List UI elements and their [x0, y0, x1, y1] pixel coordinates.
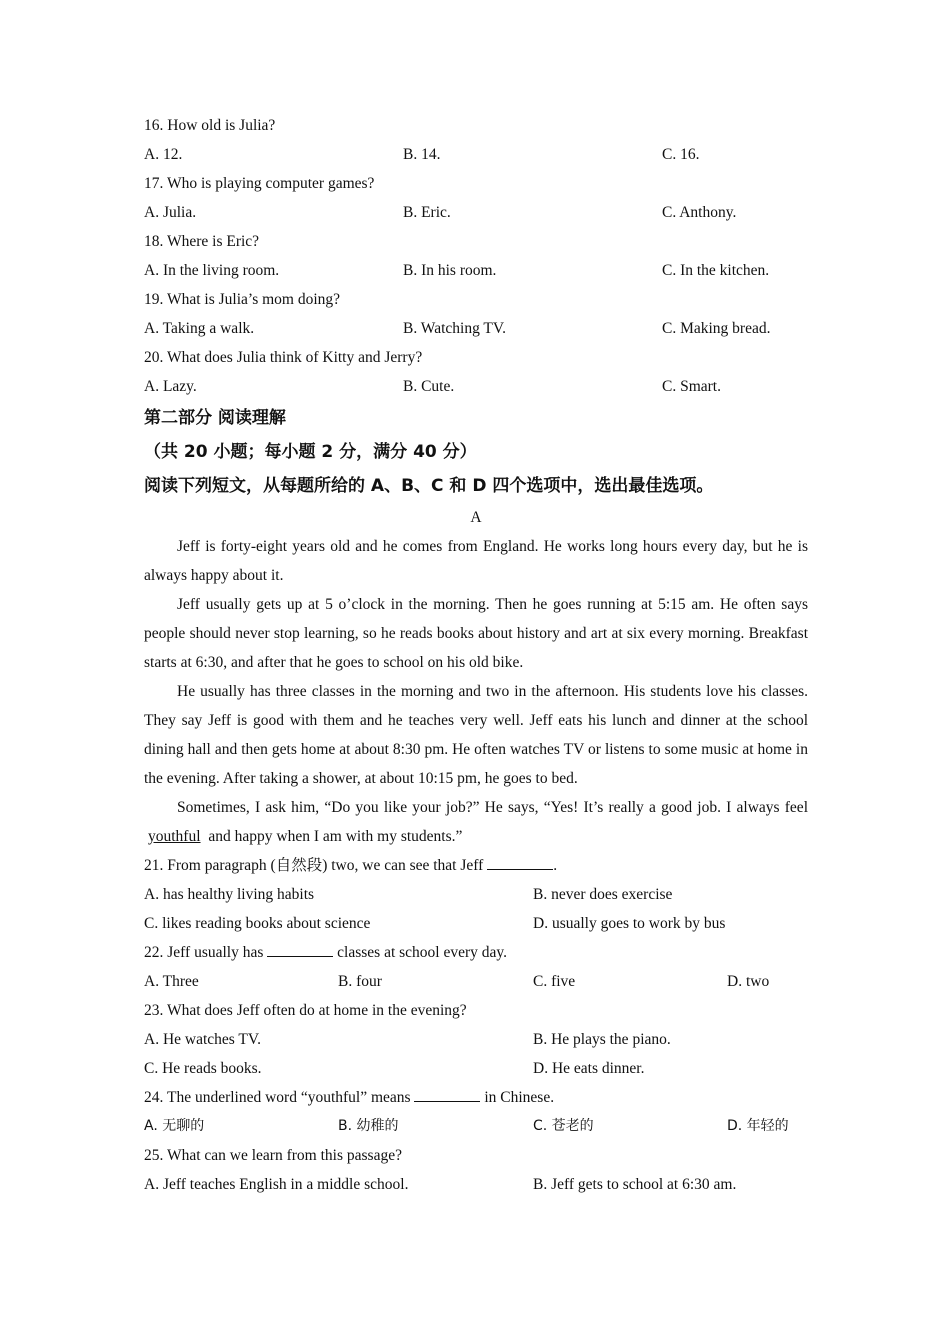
option-a: A. Three: [144, 973, 199, 990]
option-c: C. Anthony.: [662, 204, 737, 221]
exam-page: [144, 111, 808, 1199]
paragraph-text: and happy when I am with my students.”: [208, 828, 463, 845]
option-c: C. In the kitchen.: [662, 262, 770, 279]
question-text: [144, 1083, 808, 1112]
option-b: B. 14.: [403, 146, 441, 163]
option-b: B. four: [338, 973, 382, 990]
option-d: D. usually goes to work by bus: [533, 915, 726, 932]
options-row: [144, 198, 808, 227]
passage-label: A: [470, 509, 482, 526]
question-stem-end: classes at school every day.: [337, 944, 508, 961]
option-b: B. Jeff gets to school at 6:30 am.: [533, 1176, 737, 1193]
options-row: [144, 1170, 808, 1199]
answer-blank: [414, 1087, 480, 1102]
passage-paragraph-2: Jeff usually gets up at 5 o’clock in the morning. Then he goes running at 5:15 am. He often says people should never stop learning, so he reads books about history and art at six every morning. Breakfast starts at 6:30, and after that he goes to school on his old bike.: [144, 596, 808, 671]
options-row: [144, 314, 808, 343]
passage-paragraph-1: Jeff is forty-eight years old and he comes from England. He works long hours every day, but he is always happy about it.: [144, 538, 808, 584]
question-24: [144, 1083, 808, 1141]
question-16: [144, 111, 808, 169]
question-text: 20. What does Julia think of Kitty and Jerry?: [144, 349, 423, 366]
section-title: 第二部分 阅读理解: [144, 408, 286, 428]
question-text: 16. How old is Julia?: [144, 117, 276, 134]
section-instruction: 阅读下列短文，从每题所给的 A、B、C 和 D 四个选项中，选出最佳选项。: [144, 476, 714, 496]
option-b: B. Cute.: [403, 378, 455, 395]
option-a: A. Jeff teaches English in a middle school.: [144, 1176, 409, 1193]
question-23: [144, 996, 808, 1083]
question-17: [144, 169, 808, 227]
option-b: B. 幼稚的: [338, 1118, 399, 1134]
option-b: B. He plays the piano.: [533, 1031, 671, 1048]
option-a: A. 12.: [144, 146, 183, 163]
option-d: D. 年轻的: [727, 1118, 789, 1134]
option-a: A. 无聊的: [144, 1118, 205, 1134]
option-c: C. Smart.: [662, 378, 721, 395]
question-text: [144, 851, 808, 880]
options-row: [144, 909, 808, 938]
option-d: D. two: [727, 973, 770, 990]
question-stem-end: in Chinese.: [484, 1089, 555, 1106]
question-stem-end: .: [553, 857, 558, 874]
option-a: A. Lazy.: [144, 378, 197, 395]
paragraph-text: Sometimes, I ask him, “Do you like your job?” He says, “Yes! It’s really a good job. I always feel: [177, 799, 808, 816]
question-text: 17. Who is playing computer games?: [144, 175, 375, 192]
option-a: A. He watches TV.: [144, 1031, 261, 1048]
option-d: D. He eats dinner.: [533, 1060, 645, 1077]
options-row: [144, 1112, 808, 1141]
option-b: B. Watching TV.: [403, 320, 506, 337]
question-text: 23. What does Jeff often do at home in the evening?: [144, 1002, 467, 1019]
question-20: [144, 343, 808, 401]
section-score: （共 20 小题；每小题 2 分，满分 40 分）: [144, 442, 477, 462]
option-b: B. Eric.: [403, 204, 451, 221]
question-text: 25. What can we learn from this passage?: [144, 1147, 402, 1164]
passage-paragraph-3: He usually has three classes in the morning and two in the afternoon. His students love his classes. They say Jeff is good with them and he teaches very well. Jeff eats his lunch and dinner at the school dining hall and then gets home at about 8:30 pm. He often watches TV or listens to some music at home in the evening. After taking a shower, at about 10:15 pm, he goes to bed.: [144, 683, 808, 787]
options-row: [144, 1025, 808, 1054]
options-row: [144, 1054, 808, 1083]
question-text: 18. Where is Eric?: [144, 233, 260, 250]
option-c: C. 16.: [662, 146, 700, 163]
options-row: [144, 140, 808, 169]
passage-paragraph-4: [144, 793, 808, 851]
option-c: C. likes reading books about science: [144, 915, 371, 932]
options-row: [144, 967, 808, 996]
option-b: B. In his room.: [403, 262, 497, 279]
option-c: C. He reads books.: [144, 1060, 262, 1077]
answer-blank: [487, 855, 553, 870]
question-19: [144, 285, 808, 343]
question-18: [144, 227, 808, 285]
question-25: [144, 1141, 808, 1199]
question-text: 19. What is Julia’s mom doing?: [144, 291, 341, 308]
answer-blank: [267, 942, 333, 957]
option-c: C. Making bread.: [662, 320, 771, 337]
option-a: A. has healthy living habits: [144, 886, 315, 903]
question-stem: 21. From paragraph (自然段) two, we can see that Jeff: [144, 857, 484, 874]
question-22: [144, 938, 808, 996]
question-21: [144, 851, 808, 938]
option-b: B. never does exercise: [533, 886, 673, 903]
option-a: A. Taking a walk.: [144, 320, 255, 337]
option-a: A. Julia.: [144, 204, 197, 221]
option-c: C. 苍老的: [533, 1118, 594, 1134]
option-c: C. five: [533, 973, 576, 990]
question-stem: 22. Jeff usually has: [144, 944, 264, 961]
option-a: A. In the living room.: [144, 262, 280, 279]
question-stem: 24. The underlined word “youthful” means: [144, 1089, 411, 1106]
options-row: [144, 372, 808, 401]
underlined-word: youthful: [148, 828, 201, 845]
options-row: [144, 256, 808, 285]
question-text: [144, 938, 808, 967]
options-row: [144, 880, 808, 909]
